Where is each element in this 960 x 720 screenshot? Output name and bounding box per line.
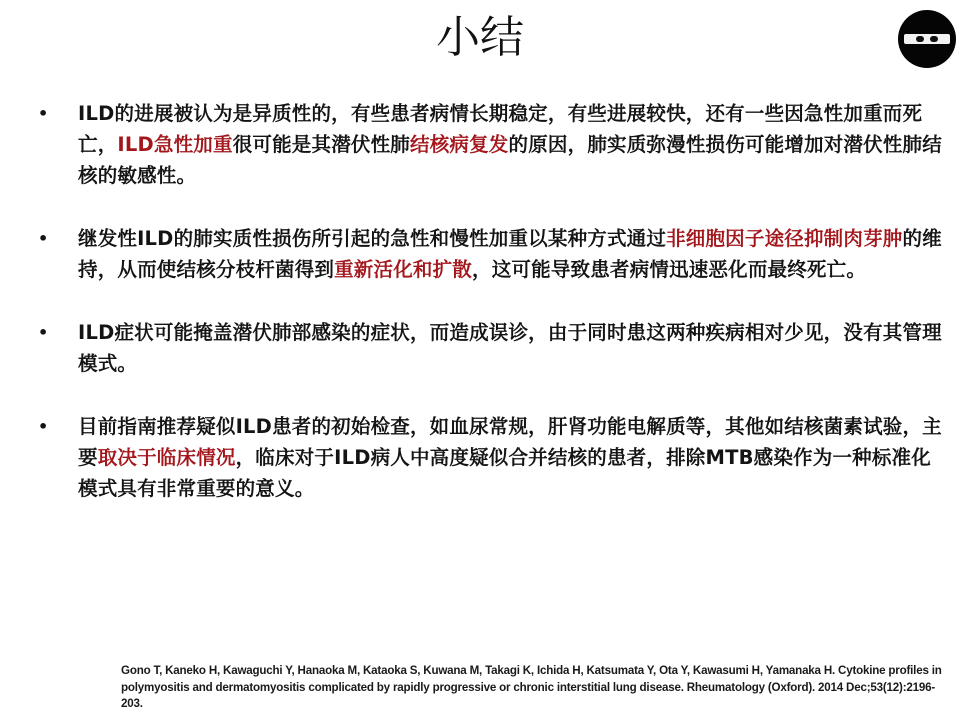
logo-band xyxy=(904,34,950,44)
highlight-text: 非细胞因子途径抑制肉芽肿 xyxy=(666,227,903,250)
reference-citation: Gono T, Kaneko H, Kawaguchi Y, Hanaoka M, Kataoka S, Kuwana M, Takagi K, Ichida H, Katsumata Y, Ota Y, Kawasumi H, Yamanaka H. Cytokine profiles in polymyositis and dermatomyositis complicated by rapidly progressive or chronic interstitial lung disease. Rheumatology (Oxford). 2014 Dec;53(12):2196-203. xyxy=(121,664,942,710)
bullet-item-1 xyxy=(30,98,945,191)
highlight-text: 取决于临床情况 xyxy=(97,446,236,469)
bullet-text: 目前指南推荐疑似ILD患者的初始检查，如血尿常规，肝肾功能电解质等，其他如结核菌素试验，主要 xyxy=(78,415,942,469)
bullet-text: ，临床对于ILD病人中高度疑似合并结核的患者，排除MTB感染作为一种标准化模式具有非常重要的意义。 xyxy=(78,446,931,500)
bullet-item-2 xyxy=(30,223,945,285)
highlight-text: ILD急性加重 xyxy=(117,133,233,156)
logo-eye-left xyxy=(916,36,924,42)
bullet-dot-icon: • xyxy=(38,229,49,248)
bullet-dot-icon: • xyxy=(38,104,49,123)
masked-face-logo-icon xyxy=(898,10,956,68)
bullet-text: ILD的进展被认为是异质性的，有些患者病情长期稳定，有些进展较快，还有一些因急性加重而死亡， xyxy=(78,102,923,156)
highlight-text: 重新活化和扩散 xyxy=(334,258,473,281)
bullet-text: 很可能是其潜伏性肺 xyxy=(232,133,410,156)
bullet-list xyxy=(30,98,945,536)
bullet-text: 的原因，肺实质弥漫性损伤可能增加对潜伏性肺结核的敏感性。 xyxy=(78,133,942,187)
slide-title: 小结 xyxy=(436,12,524,63)
logo-eye-right xyxy=(930,36,938,42)
bullet-dot-icon: • xyxy=(38,323,49,342)
bullet-text: 继发性ILD的肺实质性损伤所引起的急性和慢性加重以某种方式通过 xyxy=(78,227,667,250)
bullet-text: ILD症状可能掩盖潜伏肺部感染的症状，而造成误诊，由于同时患这两种疾病相对少见，没有其管理模式。 xyxy=(78,321,942,375)
bullet-text: 的维持，从而使结核分枝杆菌得到 xyxy=(78,227,942,281)
bullet-dot-icon: • xyxy=(38,417,49,436)
bullet-item-4 xyxy=(30,411,945,504)
bullet-text: ，这可能导致患者病情迅速恶化而最终死亡。 xyxy=(472,258,867,281)
bullet-item-3 xyxy=(30,317,945,379)
highlight-text: 结核病复发 xyxy=(410,133,509,156)
